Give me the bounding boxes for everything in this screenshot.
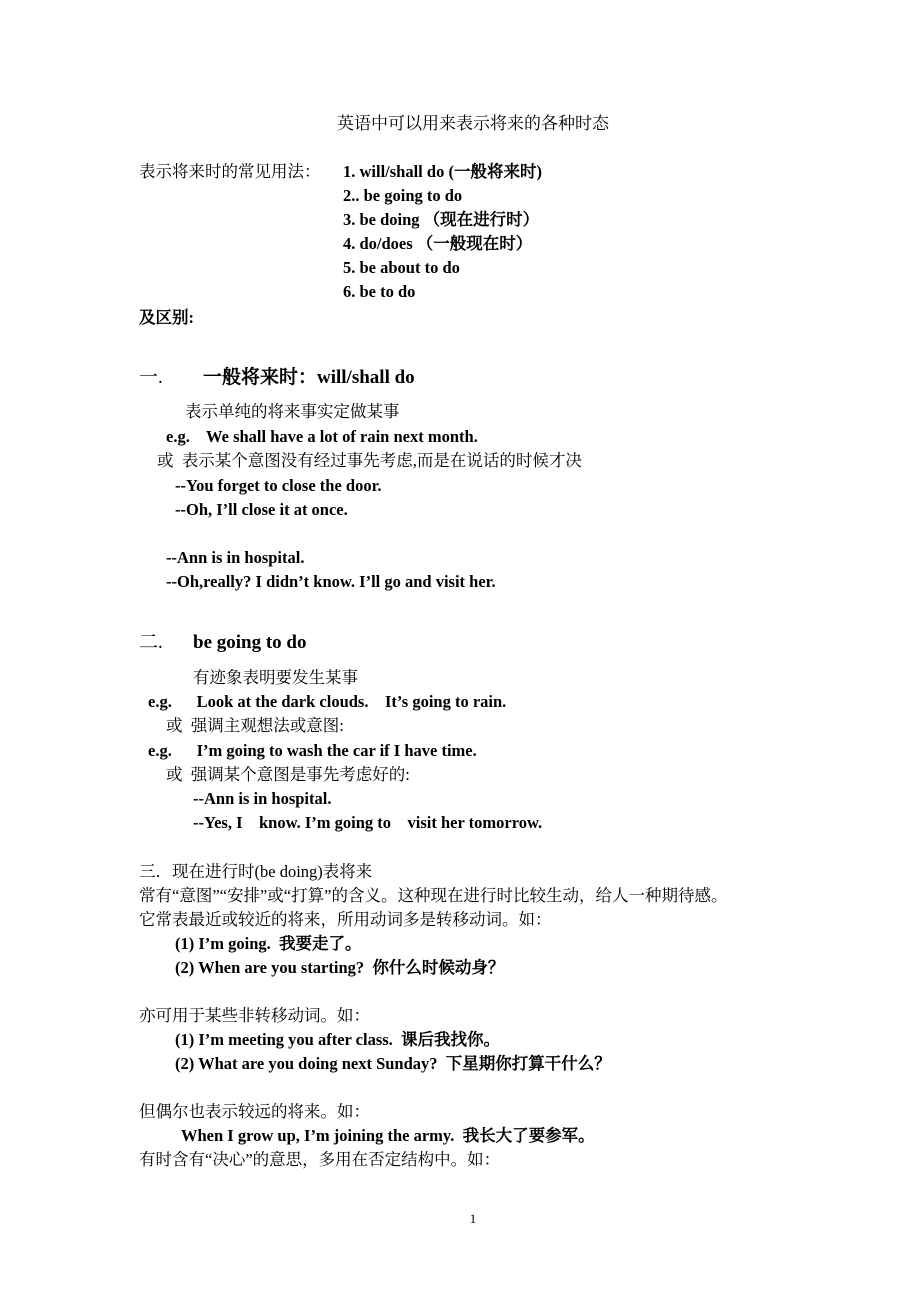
- section1-example: e.g. We shall have a lot of rain next month.: [166, 427, 478, 446]
- section3-example-2: (2) When are you starting? 你什么时候动身？: [175, 958, 505, 977]
- section2-dialogue-line-2: --Yes, I know. I’m going to visit her tomorrow.: [193, 813, 543, 832]
- intro-item-6: 6. be to do: [343, 282, 416, 301]
- section2-dialogue-line-1: --Ann is in hospital.: [193, 789, 332, 808]
- section3-example-3: (1) I’m meeting you after class. 课后我找你。: [175, 1030, 501, 1049]
- intro-item-5: 5. be about to do: [343, 258, 460, 277]
- section2-description: 有迹象表明要发生某事: [193, 668, 358, 687]
- intro-tail: 及区别:: [139, 308, 194, 327]
- section3-paragraph-1: 常有“意图”“安排”或“打算”的含义。这种现在进行时比较生动，给人一种期待感。: [139, 886, 728, 905]
- section2-example-1: e.g. Look at the dark clouds. It’s going to rain.: [148, 692, 507, 711]
- section2-heading: be going to do: [193, 632, 307, 653]
- section1-dialogue-line-3: --Ann is in hospital.: [166, 548, 305, 567]
- section2-example-2: e.g. I’m going to wash the car if I have time.: [148, 741, 477, 760]
- section1-dialogue-line-2: --Oh, I’ll close it at once.: [175, 500, 348, 519]
- section3-example-5: When I grow up, I’m joining the army. 我长大了要参军。: [181, 1126, 595, 1145]
- section3-heading: 三．现在进行时(be doing)表将来: [139, 862, 373, 881]
- section3-paragraph-2: 它常表最近或较近的将来，所用动词多是转移动词。如：: [139, 910, 552, 929]
- intro-label: 表示将来时的常见用法：: [139, 162, 321, 181]
- section2-alternative-1: 或 强调主观想法或意图:: [166, 716, 344, 735]
- section3-example-4: (2) What are you doing next Sunday? 下星期你打算干什么？: [175, 1054, 611, 1073]
- section2-heading-number: 二.: [139, 632, 163, 653]
- intro-item-3: 3. be doing （现在进行时）: [343, 210, 540, 229]
- section1-alternative: 或 表示某个意图没有经过事先考虑,而是在说话的时候才决: [157, 451, 582, 470]
- intro-item-1: 1. will/shall do (一般将来时): [343, 162, 542, 181]
- document-title: 英语中可以用来表示将来的各种时态: [337, 114, 609, 133]
- section1-description: 表示单纯的将来事实定做某事: [185, 402, 400, 421]
- section3-paragraph-3: 亦可用于某些非转移动词。如：: [139, 1006, 370, 1025]
- section1-heading-number: 一.: [139, 367, 163, 388]
- intro-item-2: 2.. be going to do: [343, 186, 463, 205]
- section1-heading: 一般将来时：will/shall do: [203, 367, 415, 388]
- page-number: 1: [469, 1211, 477, 1226]
- section3-paragraph-5: 有时含有“决心”的意思，多用在否定结构中。如：: [139, 1150, 501, 1169]
- section3-paragraph-4: 但偶尔也表示较远的将来。如：: [139, 1102, 370, 1121]
- section1-dialogue-line-1: --You forget to close the door.: [175, 476, 382, 495]
- section2-alternative-2: 或 强调某个意图是事先考虑好的:: [166, 765, 410, 784]
- intro-item-4: 4. do/does （一般现在时）: [343, 234, 533, 253]
- section3-example-1: (1) I’m going. 我要走了。: [175, 934, 362, 953]
- section1-dialogue-line-4: --Oh,really? I didn’t know. I’ll go and visit her.: [166, 572, 496, 591]
